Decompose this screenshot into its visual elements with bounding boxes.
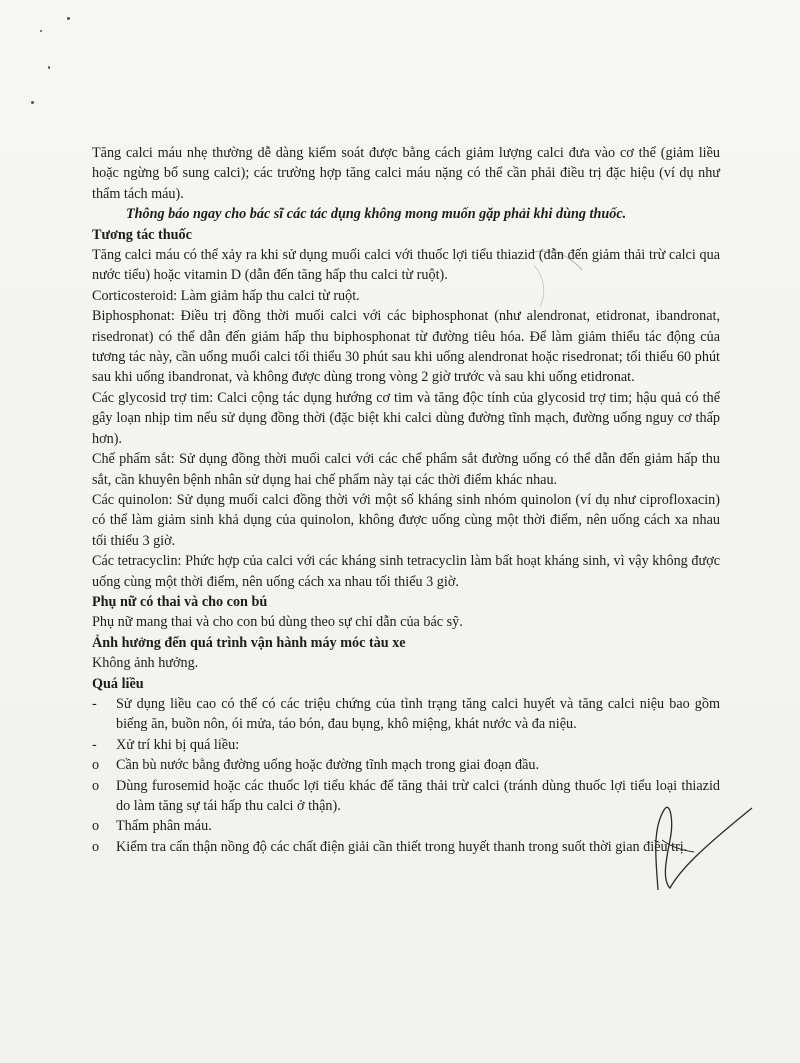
paragraph: Các glycosid trợ tim: Calci cộng tác dụng hướng cơ tim và tăng độc tính của glycosid trợ tim; hậu quả có thể gây loạn nhịp tim nếu sử dụng đồng thời (đặc biệt khi calci dùng đường tĩnh mạch, đường uống nguy cơ thấp hơn). [92, 389, 720, 447]
paragraph: Các tetracyclin: Phức hợp của calci với các kháng sinh tetracyclin làm bất hoạt kháng sinh, vì vậy không được uống cùng một thời điểm, nên uống cách xa nhau tối thiểu 3 giờ. [92, 553, 720, 590]
scan-speck [31, 101, 34, 104]
paragraph: Các quinolon: Sử dụng muối calci đồng thời với một số kháng sinh nhóm quinolon (ví dụ như ciprofloxacin) có thể làm giảm sinh khả dụng của quinolon, không được uống cùng một thời điểm, nên uống cách xa nhau tối thiểu 3 giờ. [92, 491, 720, 549]
list-item [92, 816, 720, 836]
section-heading-interaction: Tương tác thuốc [92, 226, 192, 243]
paragraph: Corticosteroid: Làm giảm hấp thu calci từ ruột. [92, 287, 360, 304]
scan-speck [40, 30, 42, 32]
list-item [92, 837, 720, 857]
list-marker: o [92, 838, 100, 855]
list-marker: o [92, 777, 100, 794]
paragraph: Tăng calci máu nhẹ thường dễ dàng kiểm soát được bằng cách giảm lượng calci đưa vào cơ thể (giảm liều hoặc ngừng bổ sung calci); các trường hợp tăng calci máu nặng có thể cần phải điều trị đặc hiệu (ví dụ như thẩm tách máu). [92, 145, 720, 202]
paragraph: Không ảnh hưởng. [92, 655, 199, 672]
document-body [92, 143, 720, 857]
paragraph: Tăng calci máu có thể xảy ra khi sử dụng muối calci với thuốc lợi tiểu thiazid (dẫn đến giảm thải trừ calci qua nước tiểu) hoặc vitamin D (dẫn đến tăng hấp thu calci từ ruột). [92, 247, 720, 284]
list-item-text: Dùng furosemid hoặc các thuốc lợi tiểu khác để tăng thải trừ calci (tránh dùng thuốc lợi tiểu loại thiazid do làm tăng sự tái hấp thu calci ở thận). [116, 777, 720, 814]
list-marker: o [92, 757, 100, 774]
paragraph: Chế phẩm sắt: Sử dụng đồng thời muối calci với các chế phẩm sắt đường uống có thể dẫn đến giảm hấp thu sắt, cần khuyên bệnh nhân sử dụng hai chế phẩm này tại các thời điểm khác nhau. [92, 451, 720, 488]
list-marker: o [92, 818, 100, 835]
list-item [92, 694, 720, 735]
section-heading-pregnancy: Phụ nữ có thai và cho con bú [92, 593, 268, 610]
list-item-text: Cần bù nước bằng đường uống hoặc đường tĩnh mạch trong giai đoạn đầu. [116, 757, 540, 774]
section-heading-overdose: Quá liều [92, 675, 144, 692]
paragraph: Phụ nữ mang thai và cho con bú dùng theo sự chỉ dẫn của bác sỹ. [92, 614, 463, 631]
list-marker: - [92, 736, 97, 753]
list-marker: - [92, 695, 97, 712]
overdose-list [92, 694, 720, 857]
scan-speck [67, 17, 70, 20]
scan-speck [48, 66, 50, 69]
list-item [92, 776, 720, 817]
list-item [92, 755, 720, 775]
list-item [92, 735, 720, 755]
list-item-text: Sử dụng liều cao có thể có các triệu chứng của tình trạng tăng calci huyết và tăng calci niệu bao gồm biếng ăn, buồn nôn, ói mửa, táo bón, đau bụng, khô miệng, khát nước và đa niệu. [116, 695, 720, 733]
list-item-text: Xử trí khi bị quá liều: [116, 736, 240, 753]
list-item-text: Thẩm phân máu. [116, 818, 212, 835]
list-item-text: Kiểm tra cẩn thận nồng độ các chất điện giải cần thiết trong huyết thanh trong suốt thời gian điều trị. [116, 838, 688, 855]
section-heading-driving: Ảnh hưởng đến quá trình vận hành máy móc tàu xe [92, 634, 406, 651]
paragraph: Biphosphonat: Điều trị đồng thời muối calci với các biphosphonat (như alendronat, etidronat, ibandronat, risedronat) có thể dẫn đến giảm hấp thu biphosphonat từ đường tiêu hóa. Để làm giảm thiểu tác động của tương tác này, cần uống muối calci tối thiểu 30 phút sau khi uống alendronat hoặc risedronat; tối thiểu 60 phút sau khi uống ibandronat, và không được dùng trong vòng 2 giờ trước và sau khi uống etidronat. [92, 308, 720, 386]
warning-note: Thông báo ngay cho bác sĩ các tác dụng không mong muốn gặp phải khi dùng thuốc. [126, 206, 627, 223]
